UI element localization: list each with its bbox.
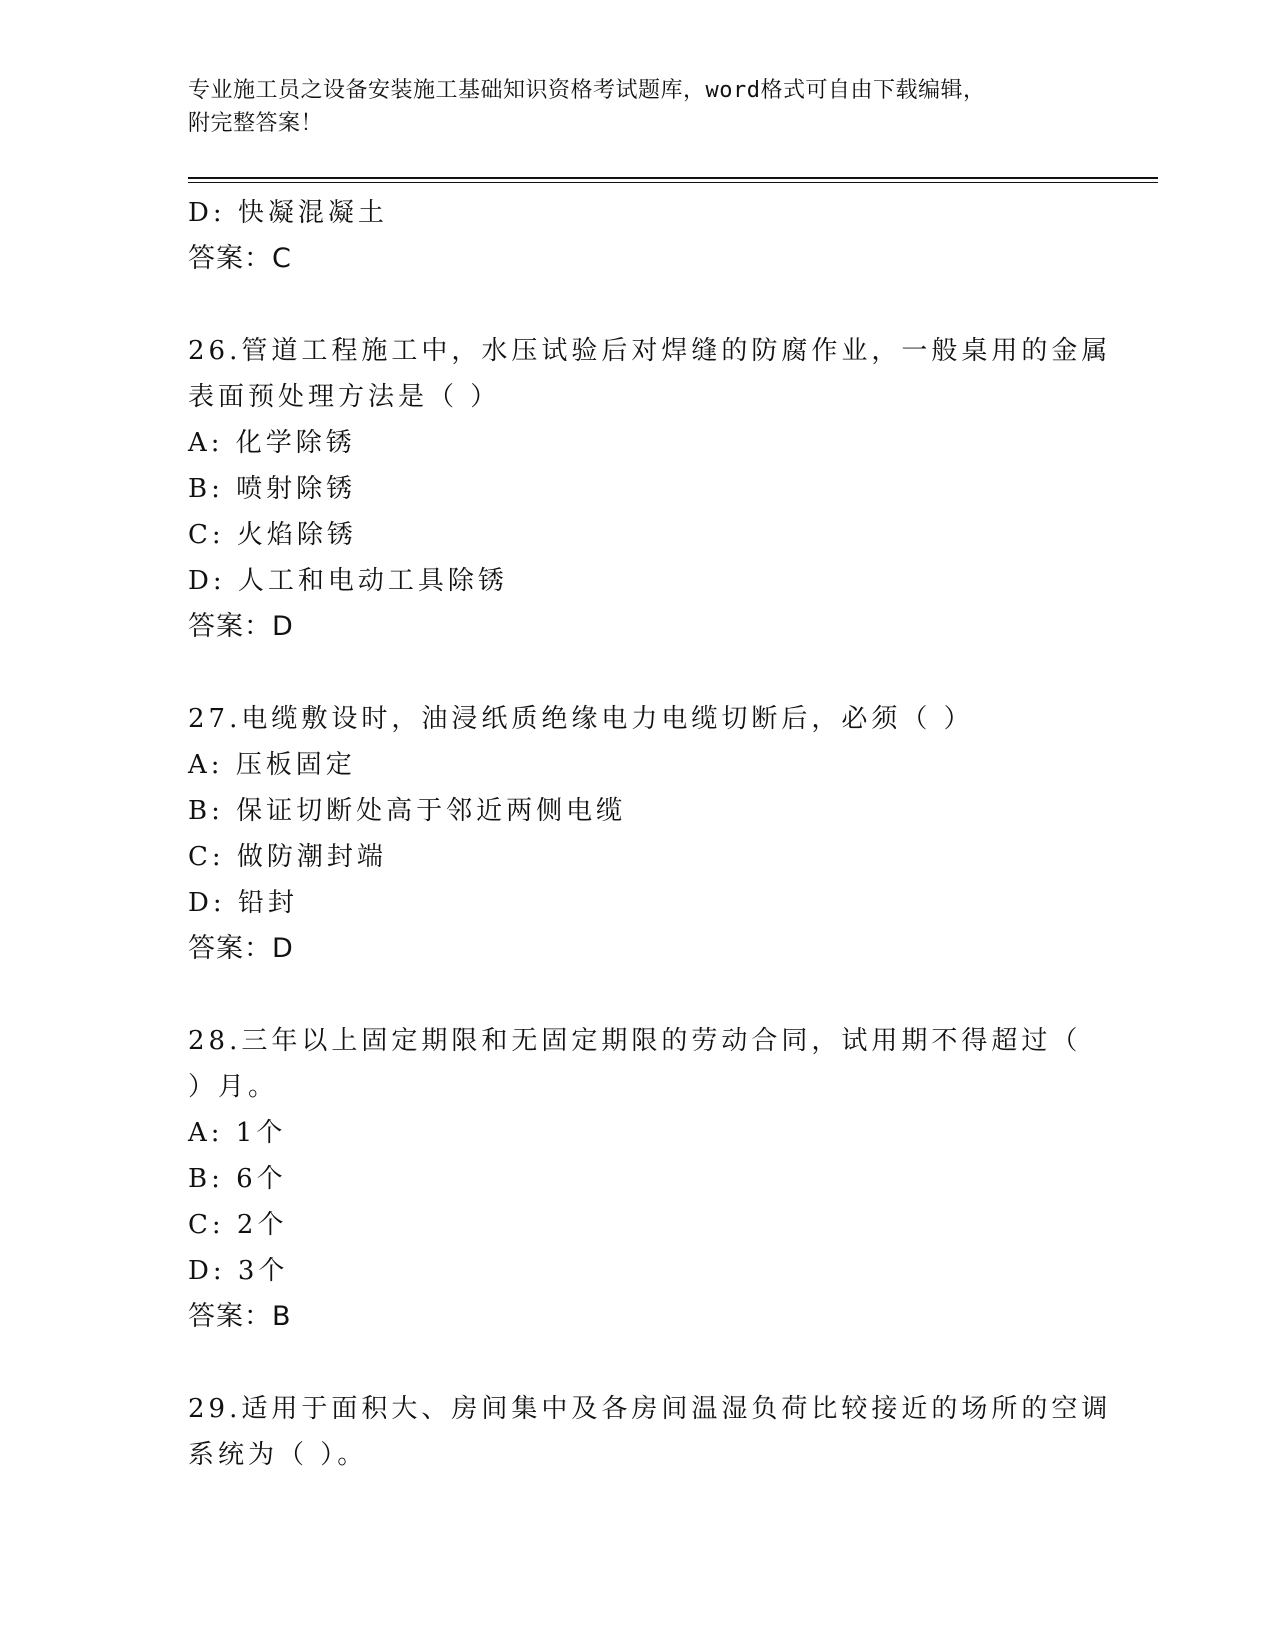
question-stem: 29.适用于面积大、房间集中及各房间温湿负荷比较接近的场所的空调 <box>188 1394 1112 1424</box>
question-stem-cont: 系统为（ ）。 <box>188 1440 368 1470</box>
option-c: C: 做防潮封端 <box>188 842 387 872</box>
spacer <box>188 650 1128 696</box>
option-b: B: 6个 <box>188 1164 287 1194</box>
option-a: A: 压板固定 <box>188 750 356 780</box>
option-c: C: 火焰除锈 <box>188 520 357 550</box>
header-title-line-2: 附完整答案！ <box>188 111 324 136</box>
question-stem-cont: 表面预处理方法是（ ） <box>188 382 501 412</box>
spacer <box>188 282 1128 328</box>
question-stem: 28.三年以上固定期限和无固定期限的劳动合同，试用期不得超过（ <box>188 1026 1082 1056</box>
answer: 答案：D <box>188 933 294 964</box>
option-d: D: 人工和电动工具除锈 <box>188 566 508 596</box>
question-27 <box>188 696 1128 972</box>
option-d-q25: D: 快凝混凝土 <box>188 198 388 228</box>
option-a: A: 化学除锈 <box>188 428 356 458</box>
option-c: C: 2个 <box>188 1210 288 1240</box>
answer: 答案：B <box>188 1301 292 1332</box>
question-26 <box>188 328 1128 650</box>
header-divider-thin <box>188 182 1158 183</box>
question-stem: 27.电缆敷设时，油浸纸质绝缘电力电缆切断后，必须（ ） <box>188 704 974 734</box>
header-divider-thick <box>188 177 1158 179</box>
question-stem: 26.管道工程施工中，水压试验后对焊缝的防腐作业，一般桌用的金属 <box>188 336 1112 366</box>
question-stem-cont: ）月。 <box>188 1072 279 1102</box>
spacer <box>188 972 1128 1018</box>
spacer <box>188 1340 1128 1386</box>
answer: 答案：D <box>188 611 294 642</box>
question-29 <box>188 1386 1128 1478</box>
option-b: B: 保证切断处高于邻近两侧电缆 <box>188 796 627 826</box>
page-header <box>188 74 1088 140</box>
header-title-line-1: 专业施工员之设备安装施工基础知识资格考试题库，word格式可自由下载编辑， <box>188 78 986 103</box>
option-a: A: 1个 <box>188 1118 287 1148</box>
option-d: D: 3个 <box>188 1256 289 1286</box>
option-d: D: 铅封 <box>188 888 298 918</box>
question-list <box>188 190 1128 1478</box>
option-b: B: 喷射除锈 <box>188 474 357 504</box>
answer-q25: 答案：C <box>188 243 292 274</box>
question-28 <box>188 1018 1128 1340</box>
